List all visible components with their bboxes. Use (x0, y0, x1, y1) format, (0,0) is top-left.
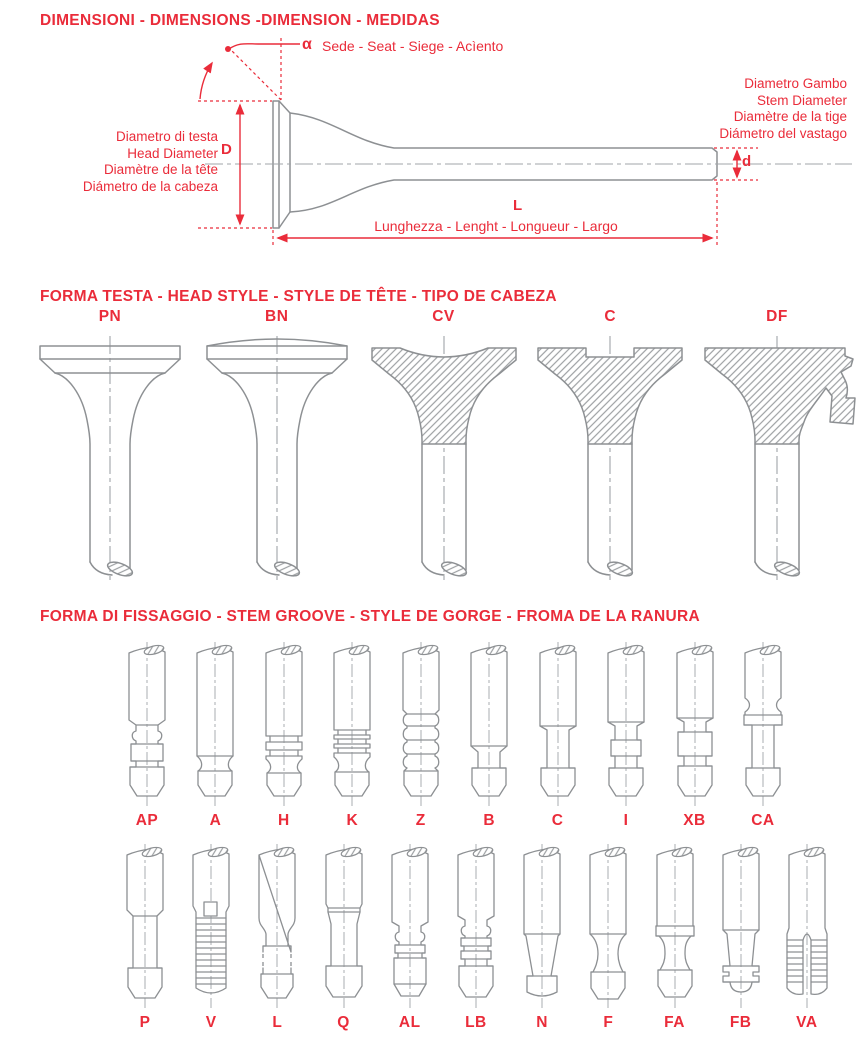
head-style-code: CV (432, 308, 455, 325)
stem-drawing-f (584, 842, 632, 1012)
stem-groove-code: AL (398, 1014, 421, 1031)
stem-groove-code: CA (751, 812, 775, 829)
stem-groove-code: V (205, 1014, 217, 1031)
head-drawing-bn (195, 332, 359, 584)
head-drawing-pn (28, 332, 192, 584)
stem-diameter-labels: Diametro Gambo Stem Diameter Diamètre de la tige Diámetro del vastago (719, 76, 847, 141)
stem-groove-item-v (178, 842, 244, 1032)
stem-drawing-b (465, 640, 513, 810)
head-style-item-pn (27, 308, 193, 584)
stem-groove-code: VA (796, 1014, 818, 1031)
stem-groove-code: A (209, 812, 222, 829)
head-style-item-bn (194, 308, 360, 584)
stem-drawing-fb (717, 842, 765, 1012)
stem-groove-code: XB (683, 812, 706, 829)
stem-groove-code: FB (729, 1014, 752, 1031)
stem-groove-code: AP (135, 812, 159, 829)
stem-diameter-symbol: d (742, 153, 752, 170)
stem-drawing-n (518, 842, 566, 1012)
stem-groove-item-q (311, 842, 377, 1032)
stem-groove-code: P (139, 1014, 151, 1031)
stem-groove-item-l (244, 842, 310, 1032)
length-symbol: L (513, 197, 523, 214)
stem-drawing-al (386, 842, 434, 1012)
seat-angle-arc (200, 63, 212, 99)
stem-groove-item-lb (443, 842, 509, 1032)
length-label: Lunghezza - Lenght - Longueur - Largo (374, 218, 618, 234)
stem-groove-item-va (774, 842, 840, 1032)
stem-groove-code: I (623, 812, 629, 829)
stem-groove-item-fa (642, 842, 708, 1032)
valve-body-outline (290, 113, 717, 212)
stem-groove-item-p (112, 842, 178, 1032)
stem-drawing-h (260, 640, 308, 810)
stem-groove-code: N (536, 1014, 548, 1031)
stem-groove-item-n (509, 842, 575, 1032)
stem-groove-item-b (455, 640, 523, 830)
stem-drawing-i (602, 640, 650, 810)
stem-groove-code: F (603, 1014, 614, 1031)
stem-drawing-fa (651, 842, 699, 1012)
stem-drawing-k (328, 640, 376, 810)
stem-groove-item-fb (708, 842, 774, 1032)
stem-drawing-v (187, 842, 235, 1012)
stem-groove-row-1 (113, 640, 797, 830)
stem-groove-item-z (387, 640, 455, 830)
head-diameter-labels: Diametro di testa Head Diameter Diamètre de la tête Diámetro de la cabeza (82, 129, 218, 194)
head-style-code: PN (98, 308, 122, 325)
stem-drawing-q (320, 842, 368, 1012)
stem-groove-code: FA (664, 1014, 685, 1031)
stem-drawing-z (397, 640, 445, 810)
stem-drawing-a (191, 640, 239, 810)
stem-drawing-p (121, 842, 169, 1012)
head-style-item-c (527, 308, 693, 584)
stem-drawing-va (783, 842, 831, 1012)
stem-groove-item-xb (661, 640, 729, 830)
stem-groove-code: Q (337, 1014, 350, 1031)
head-style-item-df (694, 308, 860, 584)
head-diameter-symbol: D (221, 141, 232, 158)
head-drawing-df (695, 332, 859, 584)
stem-groove-item-i (592, 640, 660, 830)
stem-groove-title: FORMA DI FISSAGGIO - STEM GROOVE - STYLE DE GORGE - FROMA DE LA RANURA (40, 608, 700, 625)
stem-groove-item-a (181, 640, 249, 830)
head-style-code: C (604, 308, 617, 325)
stem-drawing-ca (739, 640, 787, 810)
stem-groove-item-ca (729, 640, 797, 830)
stem-groove-row-2 (112, 842, 840, 1032)
stem-groove-item-h (250, 640, 318, 830)
head-style-title: FORMA TESTA - HEAD STYLE - STYLE DE TÊTE - TIPO DE CABEZA (40, 288, 557, 305)
stem-drawing-ap (123, 640, 171, 810)
stem-groove-code: K (346, 812, 359, 829)
seat-angle-symbol: α (302, 36, 312, 53)
stem-groove-code: H (278, 812, 290, 829)
stem-drawing-l (253, 842, 301, 1012)
head-style-item-cv (361, 308, 527, 584)
stem-groove-item-c (524, 640, 592, 830)
stem-groove-item-ap (113, 640, 181, 830)
stem-groove-code: L (272, 1014, 283, 1031)
head-style-code: DF (766, 308, 788, 325)
stem-groove-code: LB (465, 1014, 487, 1031)
stem-drawing-lb (452, 842, 500, 1012)
dimensions-title: DIMENSIONI - DIMENSIONS -DIMENSION - MEDIDAS (40, 12, 440, 29)
head-drawing-cv (362, 332, 526, 584)
stem-groove-item-f (575, 842, 641, 1032)
seat-leader-line (229, 44, 300, 49)
seat-label: Sede - Seat - Siege - Acìento (322, 38, 504, 54)
stem-groove-code: Z (415, 812, 426, 829)
stem-drawing-xb (671, 640, 719, 810)
head-style-code: BN (265, 308, 289, 325)
stem-groove-code: B (483, 812, 496, 829)
stem-groove-item-al (377, 842, 443, 1032)
stem-groove-item-k (318, 640, 386, 830)
head-drawing-c (528, 332, 692, 584)
head-style-row (27, 308, 860, 584)
stem-groove-code: C (551, 812, 564, 829)
stem-drawing-c (534, 640, 582, 810)
